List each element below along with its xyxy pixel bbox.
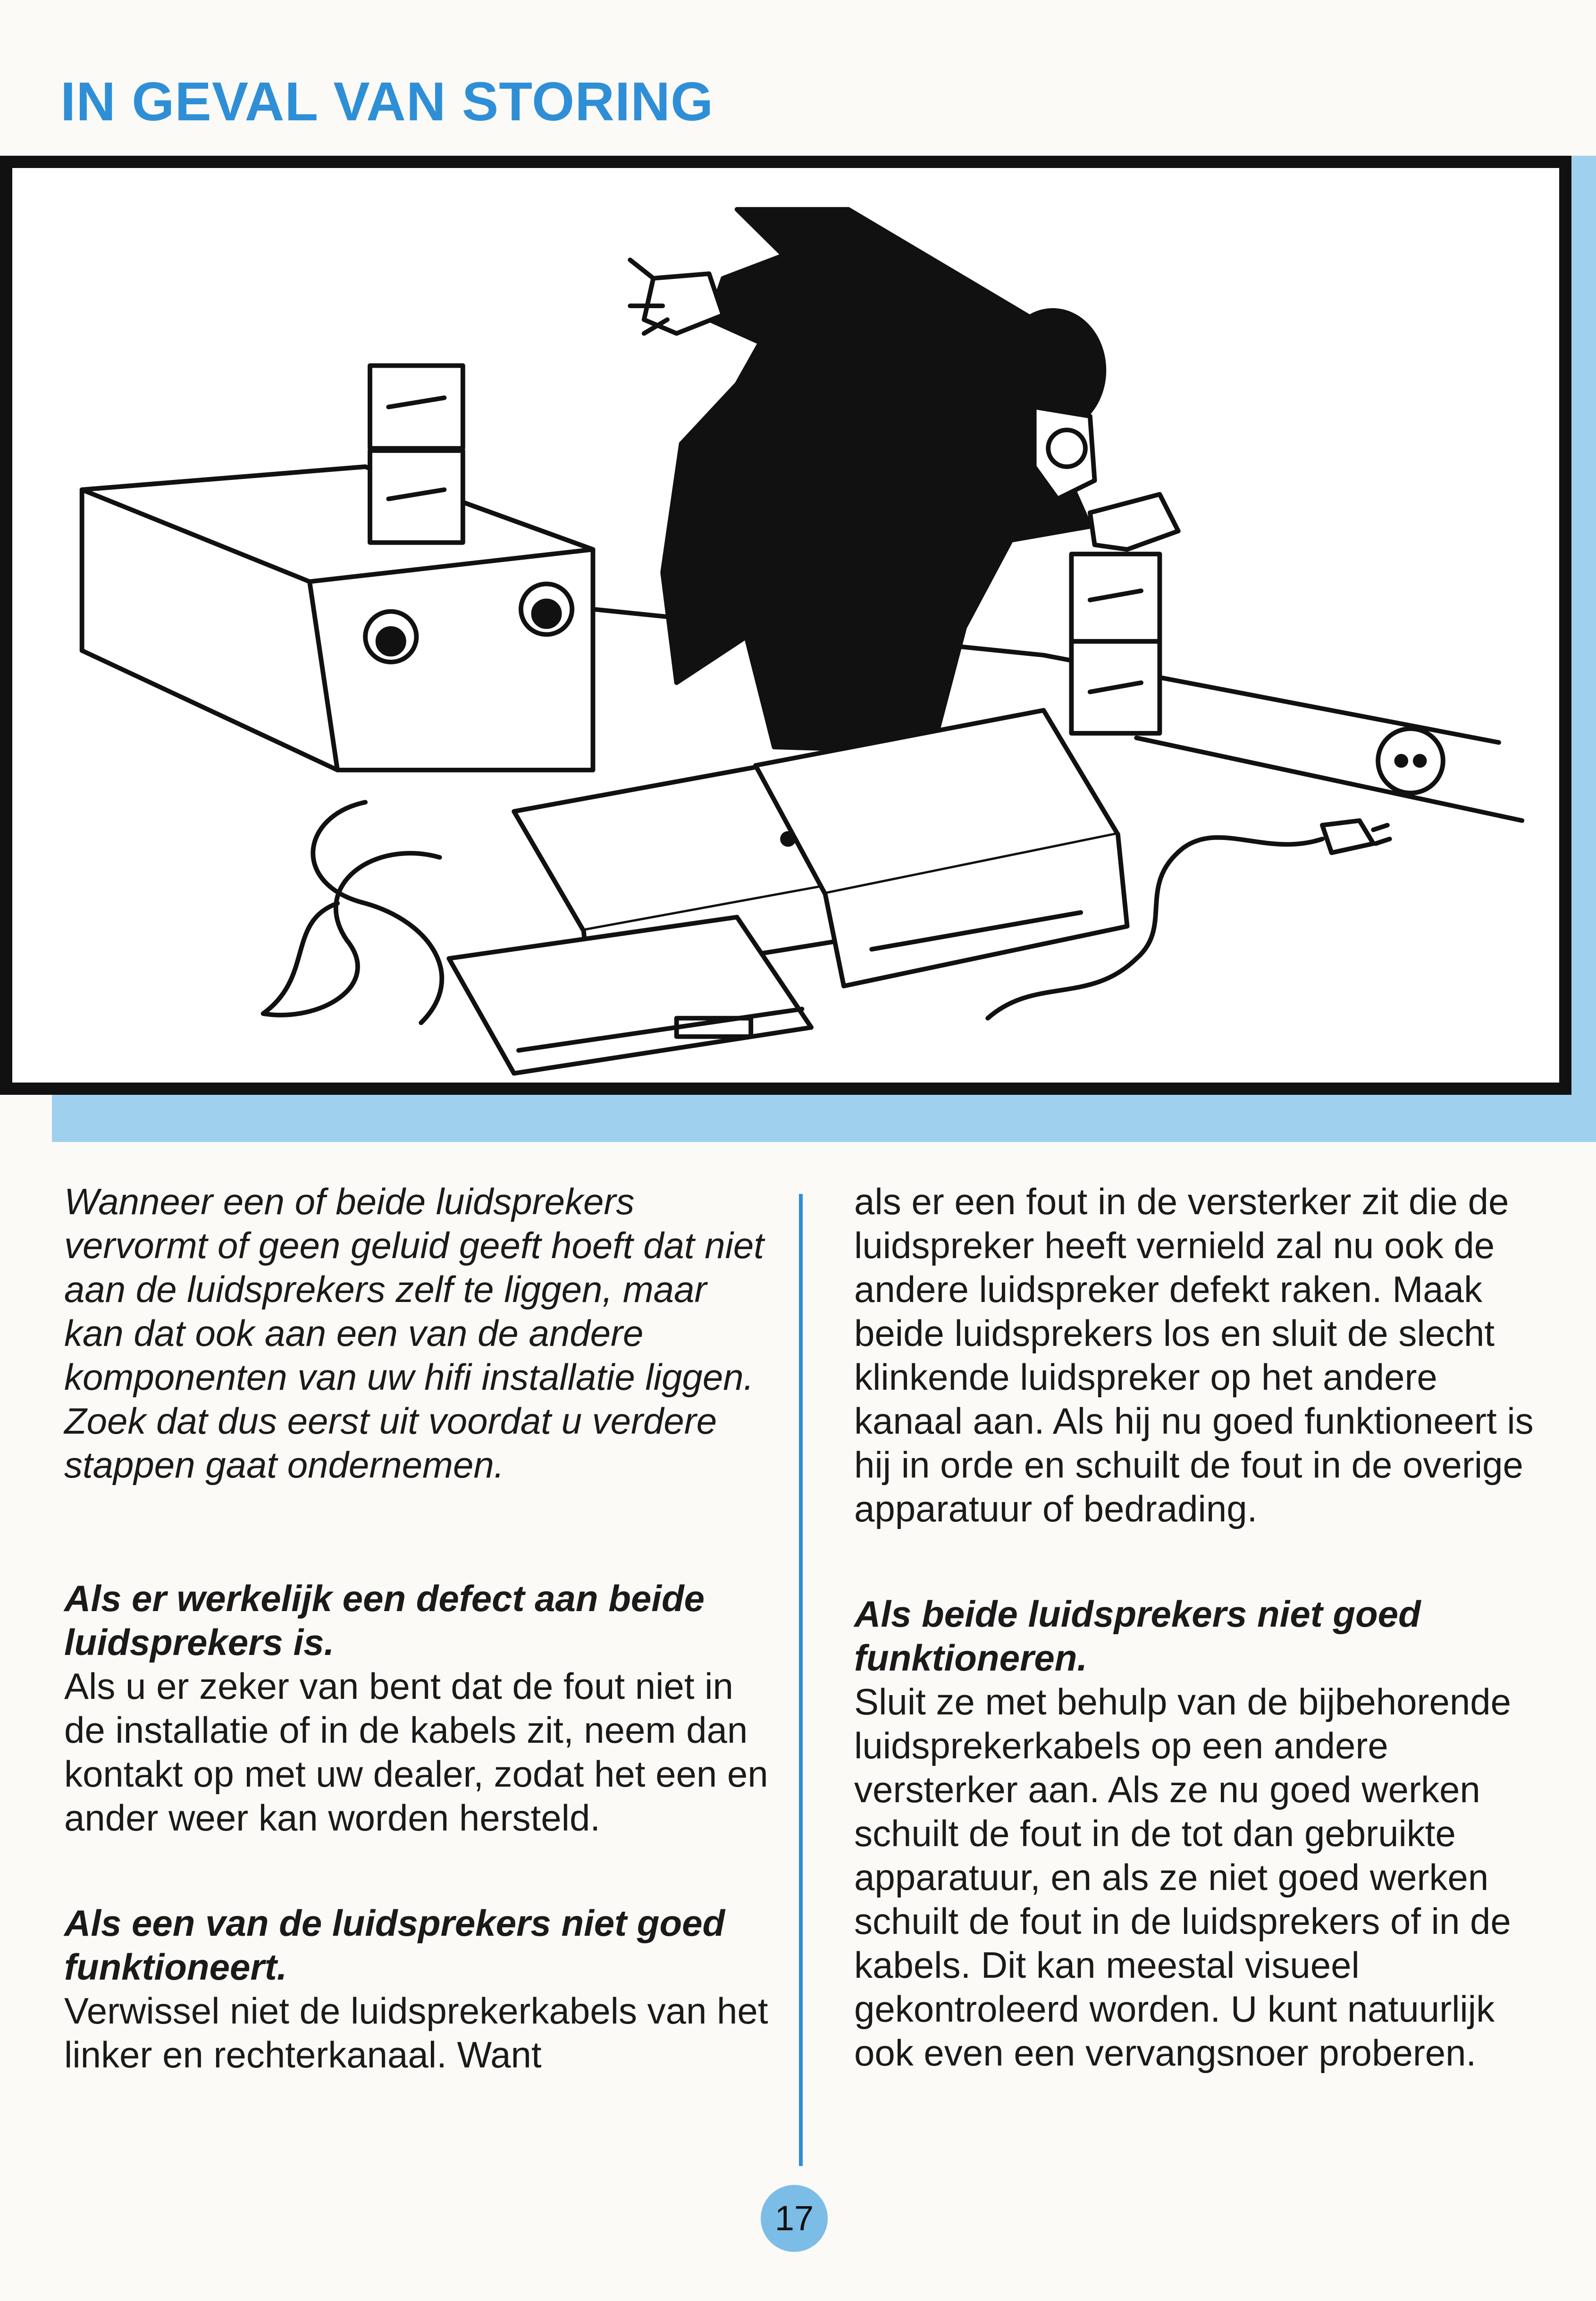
section-both-malfunction [854, 1592, 1553, 2075]
held-speakers-icon [1071, 554, 1159, 733]
small-speakers-icon [370, 366, 463, 543]
illustration [0, 156, 1596, 1142]
left-column [64, 1180, 772, 2077]
section-one-speaker [64, 1901, 772, 2077]
section-heading: Als beide luidsprekers niet goed funktioneren. [854, 1593, 1421, 1679]
plug-icon [1322, 821, 1390, 853]
cartoon-drawing [12, 168, 1559, 1083]
section-body: Als u er zeker van bent dat de fout niet in de installatie of in de kabels zit, neem dan kontakt op met uw dealer, zodat het een en ander weer kan worden hersteld. [64, 1665, 768, 1839]
right-column [854, 1180, 1553, 2075]
floor-line [1136, 738, 1522, 821]
section-body: Sluit ze met behulp van de bijbehorende luidsprekerkabels op een andere versterker aan. Als ze nu goed werken schuilt de fout in de tot dan gebruikte apparatuur, en als ze niet goed werken schuilt de fout in de luidsprekers of in de kabels. Dit kan meestal visueel gekontroleerd worden. U kunt natuurlijk ook even een vervangsnoer proberen. [854, 1681, 1511, 2074]
section-heading: Als een van de luidsprekers niet goed funktioneert. [64, 1902, 725, 1988]
page-number: 17 [761, 2185, 828, 2252]
section-body: Verwissel niet de luidsprekerkabels van het linker en rechterkanaal. Want [64, 1990, 768, 2075]
column-divider [799, 1194, 803, 2166]
section-defect-both [64, 1577, 772, 1840]
cable [263, 853, 440, 1015]
illustration-frame [0, 156, 1571, 1095]
continuation-paragraph: als er een fout in de versterker zit die de luidspreker heeft vernield zal nu ook de andere luidspreker defekt raken. Maak beide luidsprekers los en sluit de slecht klinkende luidspreker op het andere kanaal aan. Als hij nu goed funktioneert is hij in orde en schuilt de fout in de overige apparatuur of bedrading. [854, 1181, 1534, 1529]
wall-socket-icon [1378, 729, 1443, 793]
intro-paragraph: Wanneer een of beide luidsprekers vervormt of geen geluid geeft hoeft dat niet aan de luidsprekers zelf te liggen, maar kan dat ook aan een van de andere komponenten van uw hifi installatie liggen. Zoek dat dus eerst uit voordat u verdere stappen gaat ondernemen. [64, 1181, 764, 1486]
page-title: IN GEVAL VAN STORING [60, 71, 714, 132]
cable [313, 802, 442, 1023]
section-heading: Als er werkelijk een defect aan beide luidsprekers is. [64, 1578, 705, 1663]
speaker-cabinet-icon [82, 467, 593, 770]
